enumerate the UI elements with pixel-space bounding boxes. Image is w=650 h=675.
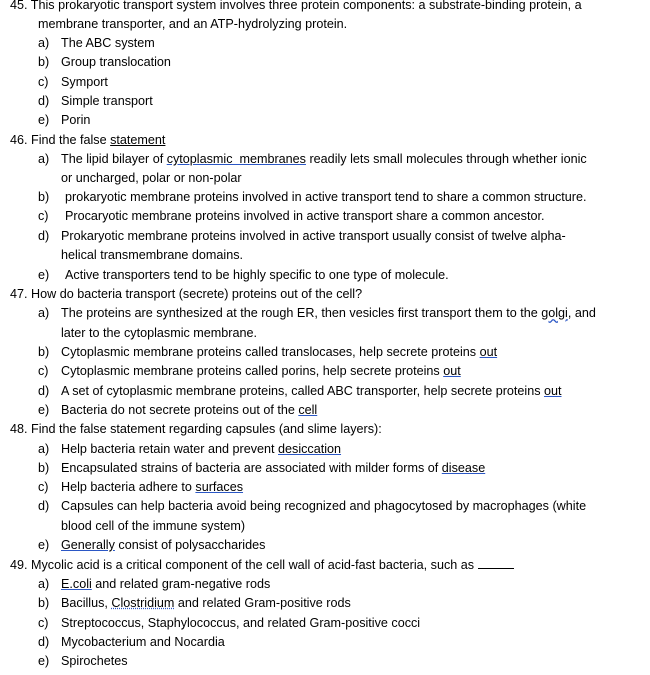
option-label: c) xyxy=(38,616,49,630)
option-text: Procaryotic membrane proteins involved in active transport share a common ancestor. xyxy=(65,209,545,223)
q48-option-b xyxy=(38,459,485,478)
option-underlined: golgi xyxy=(541,306,568,320)
option-label: b) xyxy=(38,461,50,475)
option-label: a) xyxy=(38,152,50,166)
option-underlined: cell xyxy=(298,403,318,417)
option-label: a) xyxy=(38,36,50,50)
q46-stem-prefix: 46. Find the false xyxy=(10,133,111,147)
q46-option-a-cont: or uncharged, polar or non-polar xyxy=(61,171,242,185)
q47-option-e xyxy=(38,401,317,420)
option-text: Cytoplasmic membrane proteins called translocases, help secrete proteins xyxy=(61,345,480,359)
q49-stem xyxy=(10,556,514,575)
option-underlined: Clostridium xyxy=(111,596,175,610)
q48-option-a xyxy=(38,440,341,459)
option-label: c) xyxy=(38,480,49,494)
q47-option-c xyxy=(38,362,461,381)
q48-option-d-cont: blood cell of the immune system) xyxy=(61,519,246,533)
option-text: prokaryotic membrane proteins involved in active transport tend to share a common structure. xyxy=(65,190,587,204)
option-label: d) xyxy=(38,229,50,243)
q46-stem xyxy=(10,131,165,150)
q46-option-c xyxy=(38,207,545,226)
q45-option-c xyxy=(38,73,108,92)
q49-stem-text: 49. Mycolic acid is a critical component of the cell wall of acid-fast bacteria, such as xyxy=(10,558,475,572)
q47-option-a-cont: later to the cytoplasmic membrane. xyxy=(61,326,257,340)
option-text: Spirochetes xyxy=(61,654,128,668)
q46-option-a xyxy=(38,150,587,169)
option-underlined: E.coli xyxy=(61,577,92,591)
option-label: d) xyxy=(38,384,50,398)
option-text: Help bacteria retain water and prevent xyxy=(61,442,279,456)
option-text: A set of cytoplasmic membrane proteins, called ABC transporter, help secrete proteins xyxy=(61,384,544,398)
q45-stem-cont: membrane transporter, and an ATP-hydrolyzing protein. xyxy=(38,17,348,31)
q49-option-a xyxy=(38,575,270,594)
option-text: Help bacteria adhere to xyxy=(61,480,196,494)
q49-option-b xyxy=(38,594,351,613)
option-text: Capsules can help bacteria avoid being recognized and phagocytosed by macrophages (white xyxy=(61,499,587,513)
q48-stem: 48. Find the false statement regarding capsules (and slime layers): xyxy=(10,422,382,436)
option-text: consist of polysaccharides xyxy=(114,538,266,552)
option-text: , and xyxy=(567,306,596,320)
option-text: Bacteria do not secrete proteins out of the xyxy=(61,403,299,417)
option-label: e) xyxy=(38,268,50,282)
option-text: Mycobacterium and Nocardia xyxy=(61,635,225,649)
option-text: The ABC system xyxy=(61,36,155,50)
option-text: and related gram-negative rods xyxy=(91,577,271,591)
option-label: d) xyxy=(38,499,50,513)
q48-option-c xyxy=(38,478,243,497)
q45-option-d xyxy=(38,92,153,111)
option-label: c) xyxy=(38,209,49,223)
q46-option-d xyxy=(38,227,566,246)
option-label: b) xyxy=(38,55,50,69)
option-text: Symport xyxy=(61,75,108,89)
q45-option-a xyxy=(38,34,155,53)
option-text: Bacillus, xyxy=(61,596,112,610)
option-text: Porin xyxy=(61,113,91,127)
q47-option-b xyxy=(38,343,497,362)
option-label: b) xyxy=(38,345,50,359)
option-label: a) xyxy=(38,577,50,591)
option-label: e) xyxy=(38,538,50,552)
option-underlined: out xyxy=(443,364,461,378)
option-label: e) xyxy=(38,654,50,668)
option-label: d) xyxy=(38,635,50,649)
option-underlined: Generally xyxy=(61,538,115,552)
q48-option-d xyxy=(38,497,586,516)
q49-option-e xyxy=(38,652,128,671)
option-underlined: disease xyxy=(441,461,486,475)
option-underlined: cytoplasmic membranes xyxy=(166,152,306,166)
option-underlined: out xyxy=(479,345,498,359)
option-text: Streptococcus, Staphylococcus, and related Gram-positive cocci xyxy=(61,616,421,630)
option-text: Active transporters tend to be highly specific to one type of molecule. xyxy=(65,268,449,282)
option-label: b) xyxy=(38,596,50,610)
option-text: Cytoplasmic membrane proteins called porins, help secrete proteins xyxy=(61,364,444,378)
answer-blank xyxy=(478,556,514,569)
q48-option-e xyxy=(38,536,265,555)
q45-option-e xyxy=(38,111,90,130)
q47-option-d xyxy=(38,382,562,401)
option-label: c) xyxy=(38,75,49,89)
option-label: e) xyxy=(38,403,50,417)
option-label: a) xyxy=(38,442,50,456)
option-text: Simple transport xyxy=(61,94,153,108)
option-text: Group translocation xyxy=(61,55,171,69)
option-label: c) xyxy=(38,364,49,378)
option-text: The lipid bilayer of xyxy=(61,152,167,166)
option-text: Prokaryotic membrane proteins involved in active transport usually consist of twelve alpha- xyxy=(61,229,566,243)
option-underlined: surfaces xyxy=(195,480,244,494)
q49-option-d xyxy=(38,633,225,652)
option-underlined: desiccation xyxy=(278,442,342,456)
q46-option-e xyxy=(38,266,449,285)
q47-option-a xyxy=(38,304,596,323)
option-text: Encapsulated strains of bacteria are associated with milder forms of xyxy=(61,461,442,475)
q46-option-b xyxy=(38,188,587,207)
q45-option-b xyxy=(38,53,171,72)
q45-stem: 45. This prokaryotic transport system involves three protein components: a substrate-binding protein, a xyxy=(10,0,582,12)
option-text: readily lets small molecules through whether ionic xyxy=(305,152,587,166)
option-text: The proteins are synthesized at the rough ER, then vesicles first transport them to the xyxy=(61,306,542,320)
option-label: a) xyxy=(38,306,50,320)
q47-stem: 47. How do bacteria transport (secrete) proteins out of the cell? xyxy=(10,287,363,301)
option-underlined: out xyxy=(544,384,562,398)
q49-option-c xyxy=(38,614,420,633)
option-label: b) xyxy=(38,190,50,204)
q46-stem-underlined: statement xyxy=(110,133,166,147)
option-text: and related Gram-positive rods xyxy=(174,596,351,610)
option-label: e) xyxy=(38,113,50,127)
q46-option-d-cont: helical transmembrane domains. xyxy=(61,248,243,262)
option-label: d) xyxy=(38,94,50,108)
